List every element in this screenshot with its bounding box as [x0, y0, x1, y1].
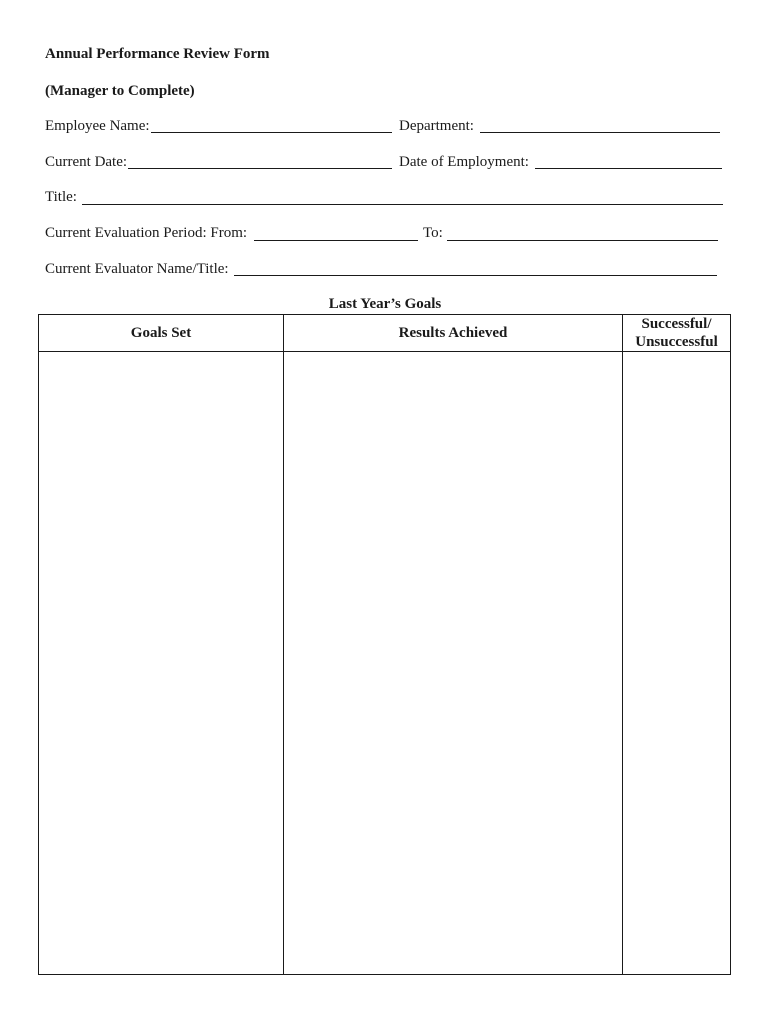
current-date-label: Current Date:: [45, 154, 128, 170]
date-of-employment-label: Date of Employment:: [399, 154, 529, 170]
column-header-goals-set: Goals Set: [130, 325, 192, 341]
employee-name-label: Employee Name:: [45, 118, 150, 134]
evaluation-period-to-label: To:: [423, 225, 443, 241]
form-title: Annual Performance Review Form: [45, 46, 270, 62]
department-field[interactable]: [480, 132, 720, 133]
column-header-successful-unsuccessful: Successful/ Unsuccessful: [635, 316, 718, 350]
column-header-results-achieved: Results Achieved: [398, 325, 508, 341]
form-subtitle: (Manager to Complete): [45, 83, 195, 99]
results-achieved-cell[interactable]: [284, 352, 622, 974]
goals-set-cell[interactable]: [39, 352, 283, 974]
evaluator-field[interactable]: [234, 275, 717, 276]
employee-name-field[interactable]: [151, 132, 392, 133]
department-label: Department:: [399, 118, 474, 134]
title-label: Title:: [45, 189, 77, 205]
successful-unsuccessful-cell[interactable]: [623, 352, 730, 974]
section-title-last-years-goals: Last Year’s Goals: [328, 296, 442, 312]
evaluator-label: Current Evaluator Name/Title:: [45, 261, 229, 277]
evaluation-period-from-field[interactable]: [254, 240, 418, 241]
title-field[interactable]: [82, 204, 723, 205]
evaluation-period-from-label: Current Evaluation Period: From:: [45, 225, 248, 241]
date-of-employment-field[interactable]: [535, 168, 722, 169]
evaluation-period-to-field[interactable]: [447, 240, 718, 241]
current-date-field[interactable]: [128, 168, 392, 169]
goals-table: [38, 314, 731, 975]
